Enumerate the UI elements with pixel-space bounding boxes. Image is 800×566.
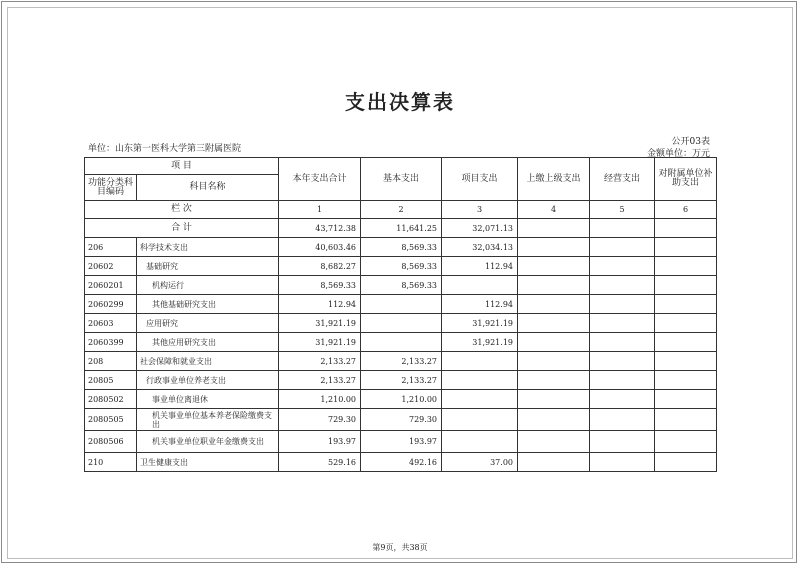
table-row [85,371,717,390]
value-cell: 40,603.46 [279,238,361,257]
header-name: 科目名称 [137,175,279,201]
table-row [85,314,717,333]
value-cell [655,352,717,371]
code-cell: 2060399 [85,333,137,352]
value-cell [655,238,717,257]
name-cell: 基础研究 [137,257,279,276]
value-cell [655,453,717,472]
value-cell [655,431,717,453]
name-cell: 机关事业单位基本养老保险缴费支出 [137,409,279,431]
value-cell: 31,921.19 [442,314,518,333]
value-cell [518,314,590,333]
value-cell: 529.16 [279,453,361,472]
col-index-cell: 3 [442,201,518,219]
form-number: 公开03表 [671,137,710,147]
code-cell: 210 [85,453,137,472]
total-cell: 43,712.38 [279,219,361,238]
total-row [85,219,717,238]
value-cell: 2,133.27 [361,371,442,390]
total-cell [518,219,590,238]
value-cell: 193.97 [361,431,442,453]
table-row [85,276,717,295]
value-cell [442,276,518,295]
value-cell [590,257,655,276]
value-cell [361,333,442,352]
code-cell: 208 [85,352,137,371]
value-cell [442,390,518,409]
value-cell: 8,569.33 [361,276,442,295]
value-cell: 2,133.27 [279,352,361,371]
table-row [85,333,717,352]
value-cell [590,371,655,390]
name-cell: 机构运行 [137,276,279,295]
code-cell: 2060201 [85,276,137,295]
name-cell: 科学技术支出 [137,238,279,257]
value-cell [590,295,655,314]
value-cell: 112.94 [442,257,518,276]
value-cell [655,276,717,295]
col-index-label: 栏 次 [85,201,279,219]
code-cell: 206 [85,238,137,257]
value-cell [518,371,590,390]
value-cell [361,295,442,314]
table-row [85,238,717,257]
value-cell [361,314,442,333]
value-cell [590,333,655,352]
total-cell [655,219,717,238]
col-index-cell: 1 [279,201,361,219]
table-row [85,295,717,314]
value-cell: 729.30 [279,409,361,431]
code-cell: 2080506 [85,431,137,453]
value-cell [518,431,590,453]
value-cell: 31,921.19 [279,314,361,333]
name-cell: 应用研究 [137,314,279,333]
header-subsidy-expenditure: 对附属单位补助支出 [655,158,717,201]
value-cell [655,371,717,390]
value-cell: 8,682.27 [279,257,361,276]
value-cell [518,333,590,352]
page-title: 支出决算表 [345,90,455,114]
name-cell: 事业单位离退休 [137,390,279,409]
value-cell: 492.16 [361,453,442,472]
value-cell [590,352,655,371]
value-cell: 1,210.00 [361,390,442,409]
value-cell [590,409,655,431]
value-cell: 8,569.33 [279,276,361,295]
code-cell: 2080502 [85,390,137,409]
total-label: 合 计 [85,219,279,238]
value-cell [655,409,717,431]
expenditure-table [84,157,717,472]
name-cell: 其他基础研究支出 [137,295,279,314]
table-row [85,431,717,453]
value-cell [655,257,717,276]
value-cell [518,390,590,409]
value-cell: 37.00 [442,453,518,472]
total-cell: 32,071.13 [442,219,518,238]
header-operating-expenditure: 经营支出 [590,158,655,201]
value-cell [655,333,717,352]
header-total-expenditure: 本年支出合计 [279,158,361,201]
name-cell: 行政事业单位养老支出 [137,371,279,390]
value-cell [655,314,717,333]
total-cell [590,219,655,238]
amount-unit: 金额单位：万元 [646,149,710,159]
value-cell: 31,921.19 [442,333,518,352]
col-index-cell: 4 [518,201,590,219]
value-cell: 112.94 [279,295,361,314]
value-cell: 2,133.27 [361,352,442,371]
value-cell [518,276,590,295]
col-index-cell: 5 [590,201,655,219]
name-cell: 社会保障和就业支出 [137,352,279,371]
code-cell: 20603 [85,314,137,333]
table-row [85,257,717,276]
header-item: 项 目 [85,158,279,175]
header-superior-payment: 上缴上级支出 [518,158,590,201]
value-cell: 8,569.33 [361,257,442,276]
header-project-expenditure: 项目支出 [442,158,518,201]
value-cell: 31,921.19 [279,333,361,352]
value-cell [590,431,655,453]
value-cell [590,238,655,257]
code-cell: 2080505 [85,409,137,431]
value-cell [442,352,518,371]
value-cell: 112.94 [442,295,518,314]
value-cell: 8,569.33 [361,238,442,257]
code-cell: 20805 [85,371,137,390]
value-cell [518,295,590,314]
code-cell: 2060299 [85,295,137,314]
header-code: 功能分类科目编码 [85,175,137,201]
table-row [85,409,717,431]
col-index-cell: 6 [655,201,717,219]
value-cell [518,257,590,276]
value-cell [655,295,717,314]
col-index-cell: 2 [361,201,442,219]
value-cell [590,276,655,295]
page-footer: 第9页，共38页 [372,543,428,552]
value-cell: 2,133.27 [279,371,361,390]
total-cell: 11,641.25 [361,219,442,238]
value-cell [590,314,655,333]
value-cell [655,390,717,409]
value-cell [518,238,590,257]
value-cell [590,453,655,472]
name-cell: 机关事业单位职业年金缴费支出 [137,431,279,453]
value-cell: 32,034.13 [442,238,518,257]
name-cell: 其他应用研究支出 [137,333,279,352]
code-cell: 20602 [85,257,137,276]
value-cell [442,431,518,453]
table-row [85,390,717,409]
value-cell [518,409,590,431]
value-cell: 1,210.00 [279,390,361,409]
value-cell [442,371,518,390]
table-row [85,453,717,472]
value-cell: 729.30 [361,409,442,431]
unit-label: 单位：山东第一医科大学第三附属医院 [88,144,242,154]
value-cell [518,453,590,472]
value-cell: 193.97 [279,431,361,453]
name-cell: 卫生健康支出 [137,453,279,472]
value-cell [518,352,590,371]
value-cell [442,409,518,431]
header-basic-expenditure: 基本支出 [361,158,442,201]
table-row [85,352,717,371]
value-cell [590,390,655,409]
